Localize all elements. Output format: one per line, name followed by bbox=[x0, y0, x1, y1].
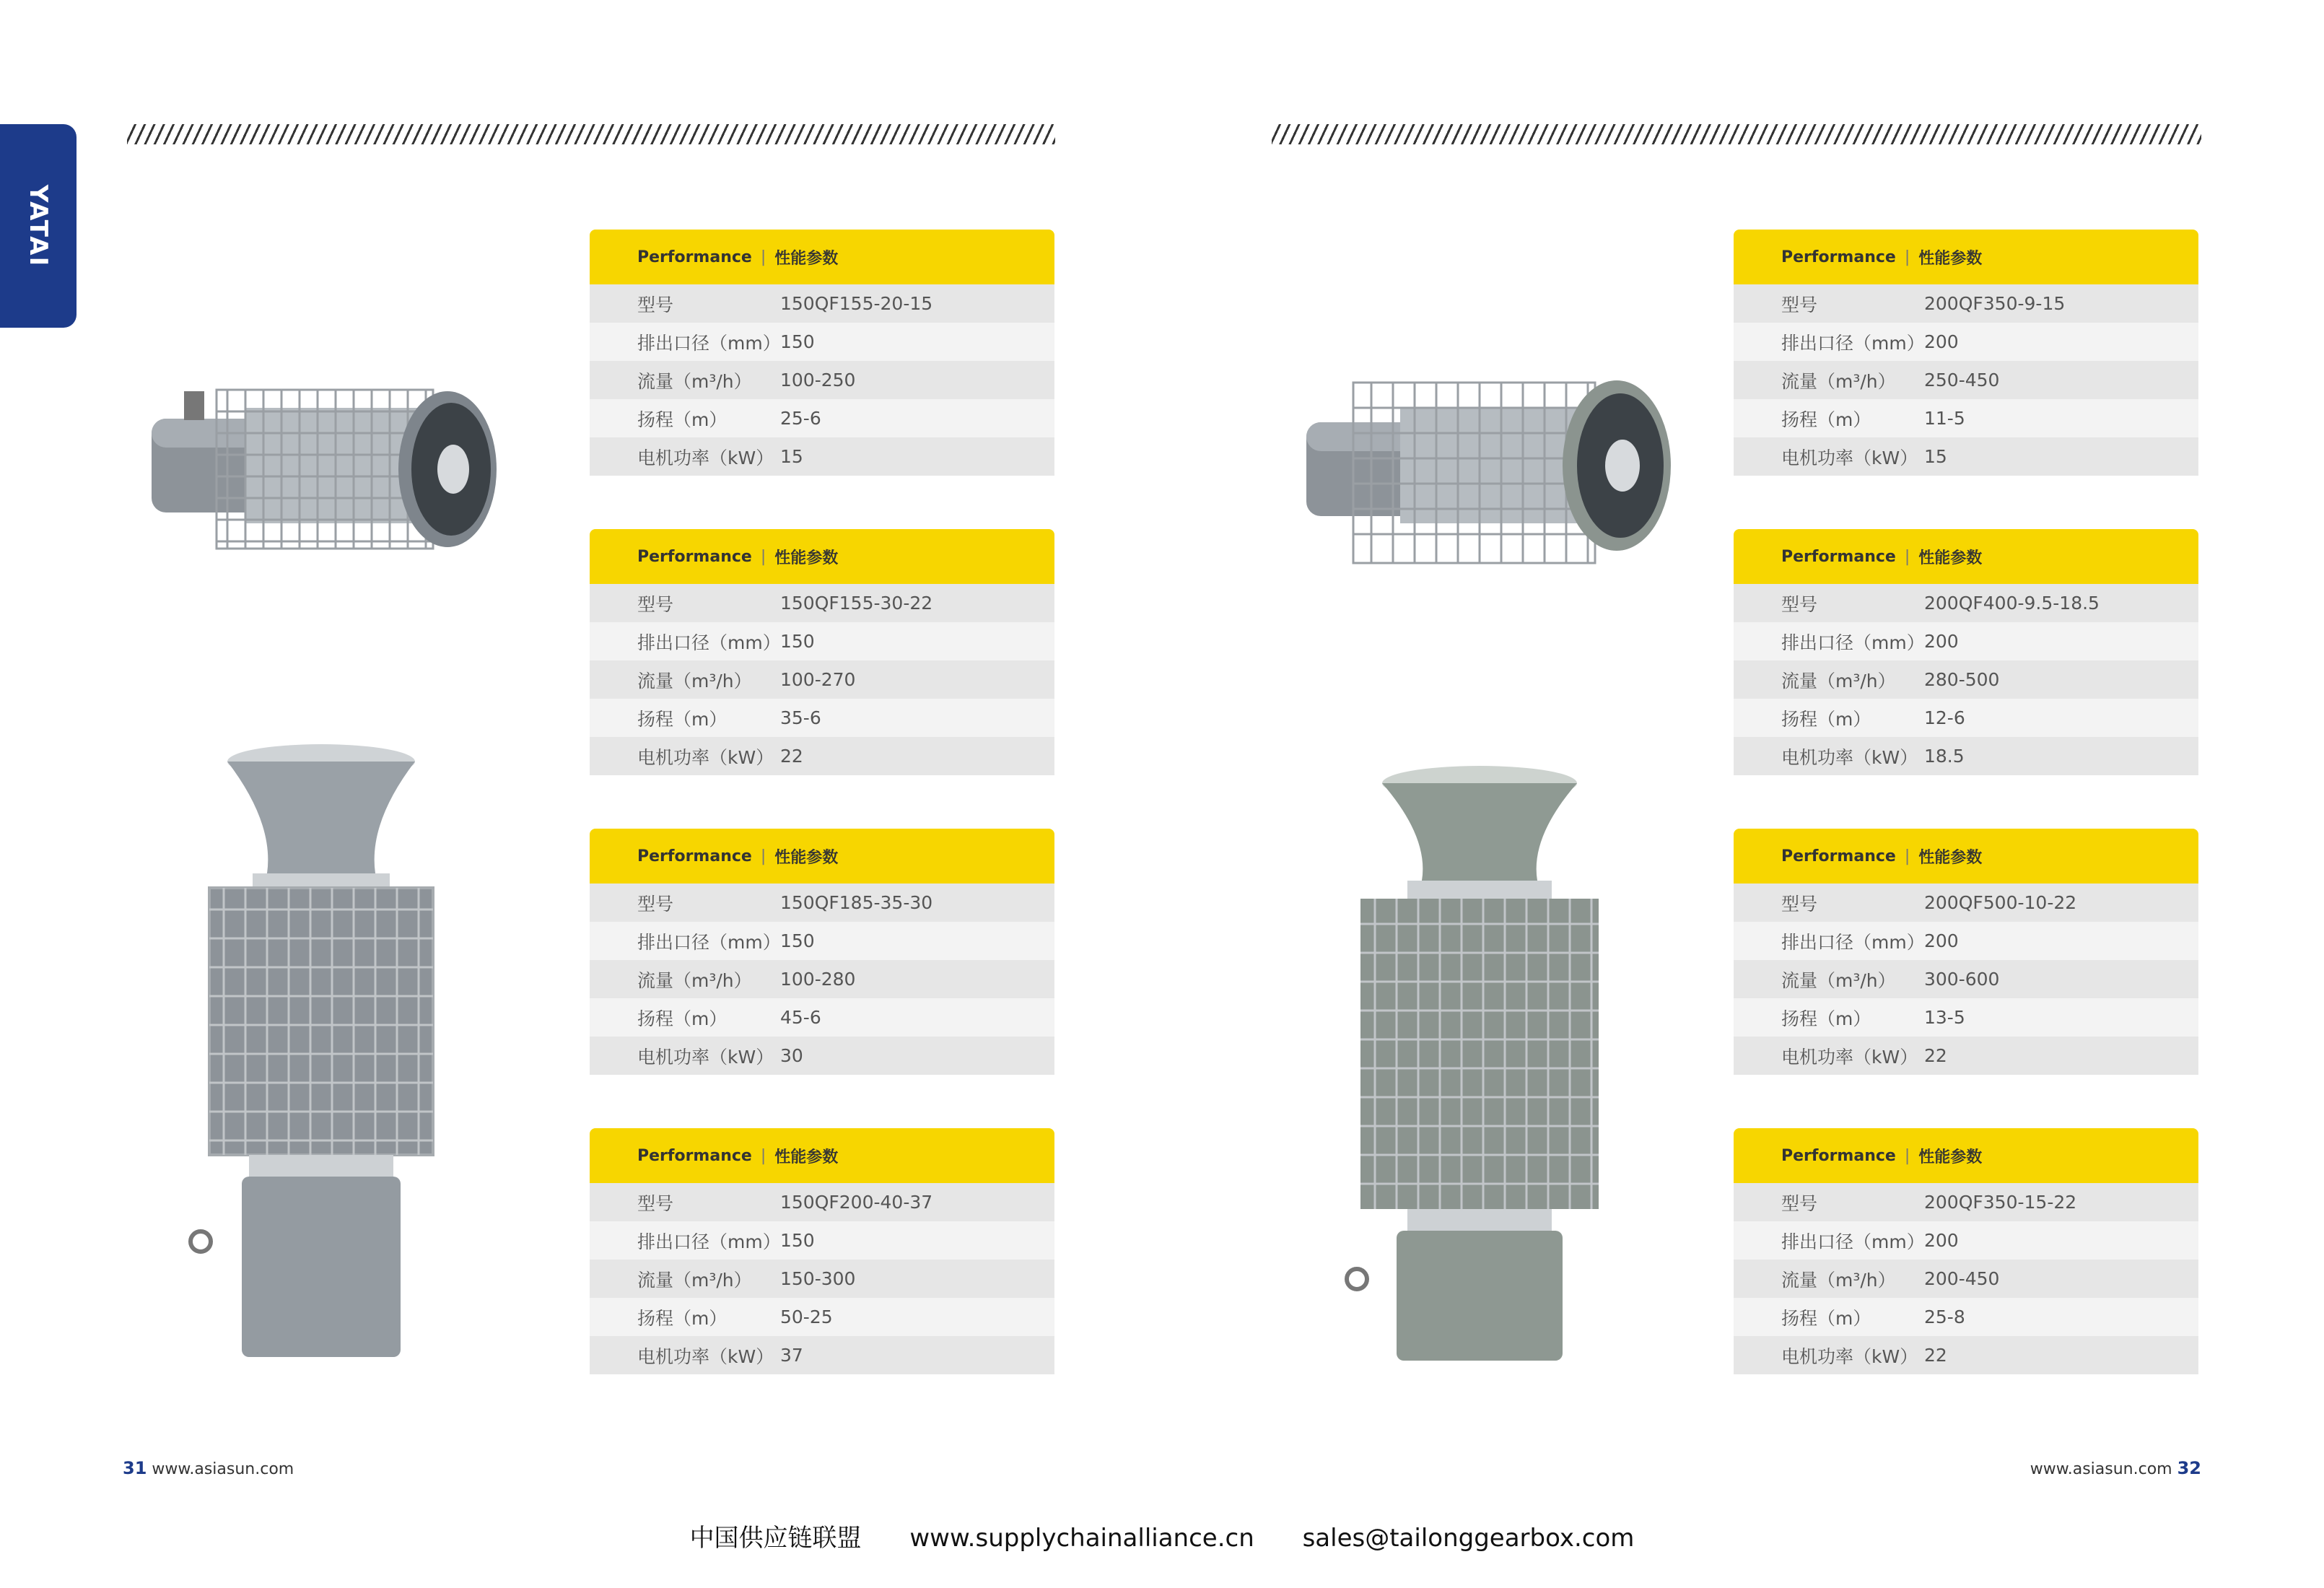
table-row bbox=[590, 699, 1054, 737]
performance-table-1 bbox=[590, 230, 1054, 476]
table-header bbox=[1734, 829, 2198, 884]
row-label: 排出口径（mm） bbox=[1781, 931, 1925, 953]
row-value: 150 bbox=[780, 331, 815, 352]
table-row bbox=[1734, 361, 2198, 399]
table-row bbox=[1734, 660, 2198, 699]
table-row bbox=[1734, 437, 2198, 476]
row-label: 流量（m³/h） bbox=[637, 670, 752, 692]
table-row bbox=[1734, 998, 2198, 1037]
header-en: Performance bbox=[1781, 1146, 1896, 1165]
table-row bbox=[590, 1183, 1054, 1221]
page-url[interactable]: www.asiasun.com bbox=[2030, 1460, 2172, 1478]
row-value: 150 bbox=[780, 631, 815, 652]
page-number: 32 bbox=[2177, 1458, 2201, 1478]
header-en: Performance bbox=[1781, 547, 1896, 566]
footer-org: 中国供应链联盟 bbox=[689, 1524, 862, 1553]
table-row bbox=[1734, 584, 2198, 622]
row-value: 50-25 bbox=[780, 1306, 833, 1327]
header-separator: | bbox=[1904, 547, 1910, 566]
table-header bbox=[1734, 230, 2198, 284]
row-label: 型号 bbox=[1781, 294, 1818, 315]
row-value: 200QF350-9-15 bbox=[1924, 293, 2066, 314]
row-value: 200 bbox=[1924, 631, 1959, 652]
page-number-right bbox=[2030, 1458, 2201, 1478]
row-label: 扬程（m） bbox=[637, 1307, 728, 1329]
row-value: 200-450 bbox=[1924, 1268, 2000, 1289]
header-en: Performance bbox=[637, 547, 752, 566]
row-value: 25-8 bbox=[1924, 1306, 1965, 1327]
header-zh: 性能参数 bbox=[1918, 848, 1983, 867]
table-row bbox=[1734, 1298, 2198, 1336]
row-value: 22 bbox=[1924, 1345, 1947, 1366]
header-zh: 性能参数 bbox=[1918, 1148, 1983, 1166]
footer-site-link[interactable]: www.supplychainalliance.cn bbox=[909, 1524, 1254, 1553]
row-label: 型号 bbox=[1781, 593, 1818, 615]
row-label: 电机功率（kW） bbox=[1781, 1345, 1918, 1367]
table-row bbox=[590, 437, 1054, 476]
performance-table-4 bbox=[590, 1128, 1054, 1374]
table-header bbox=[590, 1128, 1054, 1183]
row-label: 排出口径（mm） bbox=[637, 332, 781, 354]
table-row bbox=[590, 622, 1054, 660]
row-label: 流量（m³/h） bbox=[637, 969, 752, 991]
row-value: 200QF350-15-22 bbox=[1924, 1192, 2077, 1213]
row-label: 排出口径（mm） bbox=[1781, 632, 1925, 653]
header-en: Performance bbox=[1781, 847, 1896, 865]
header-en: Performance bbox=[637, 847, 752, 865]
page-url[interactable]: www.asiasun.com bbox=[152, 1460, 294, 1478]
row-value: 200QF500-10-22 bbox=[1924, 892, 2077, 913]
performance-table-5 bbox=[1734, 230, 2198, 476]
row-value: 150 bbox=[780, 930, 815, 951]
table-row bbox=[1734, 884, 2198, 922]
row-label: 扬程（m） bbox=[1781, 708, 1871, 730]
table-row bbox=[1734, 1336, 2198, 1374]
page-number-left bbox=[123, 1458, 294, 1478]
performance-table-3 bbox=[590, 829, 1054, 1075]
page-number: 31 bbox=[123, 1458, 147, 1478]
row-label: 流量（m³/h） bbox=[1781, 1269, 1896, 1291]
row-label: 型号 bbox=[637, 893, 674, 915]
row-value: 200QF400-9.5-18.5 bbox=[1924, 593, 2100, 614]
row-label: 排出口径（mm） bbox=[637, 931, 781, 953]
row-label: 电机功率（kW） bbox=[637, 447, 774, 468]
performance-table-6 bbox=[1734, 529, 2198, 775]
table-header bbox=[590, 529, 1054, 584]
table-row bbox=[590, 284, 1054, 323]
table-row bbox=[590, 922, 1054, 960]
row-label: 扬程（m） bbox=[1781, 409, 1871, 430]
row-value: 15 bbox=[1924, 446, 1947, 467]
row-label: 型号 bbox=[637, 593, 674, 615]
row-label: 型号 bbox=[637, 294, 674, 315]
header-separator: | bbox=[760, 1146, 766, 1165]
table-row bbox=[1734, 1260, 2198, 1298]
header-separator: | bbox=[760, 547, 766, 566]
table-row bbox=[590, 323, 1054, 361]
row-label: 流量（m³/h） bbox=[1781, 370, 1896, 392]
row-value: 18.5 bbox=[1924, 746, 1965, 767]
decorative-hatch-right bbox=[1272, 124, 2201, 144]
table-header bbox=[1734, 529, 2198, 584]
table-row bbox=[1734, 960, 2198, 998]
header-zh: 性能参数 bbox=[1918, 549, 1983, 567]
row-value: 150 bbox=[780, 1230, 815, 1251]
footer bbox=[0, 1518, 2324, 1553]
row-value: 150QF155-30-22 bbox=[780, 593, 933, 614]
row-value: 200 bbox=[1924, 331, 1959, 352]
row-label: 排出口径（mm） bbox=[637, 1231, 781, 1252]
table-row bbox=[1734, 622, 2198, 660]
row-value: 250-450 bbox=[1924, 370, 2000, 391]
row-value: 35-6 bbox=[780, 707, 821, 728]
row-value: 200 bbox=[1924, 930, 1959, 951]
row-label: 排出口径（mm） bbox=[1781, 332, 1925, 354]
row-value: 100-270 bbox=[780, 669, 856, 690]
row-label: 扬程（m） bbox=[637, 409, 728, 430]
row-label: 电机功率（kW） bbox=[637, 1345, 774, 1367]
table-row bbox=[590, 1336, 1054, 1374]
performance-table-7 bbox=[1734, 829, 2198, 1075]
table-row bbox=[1734, 699, 2198, 737]
row-value: 13-5 bbox=[1924, 1007, 1965, 1028]
row-value: 37 bbox=[780, 1345, 803, 1366]
row-label: 扬程（m） bbox=[637, 708, 728, 730]
row-label: 流量（m³/h） bbox=[637, 1269, 752, 1291]
row-value: 15 bbox=[780, 446, 803, 467]
table-row bbox=[1734, 323, 2198, 361]
brand-side-tab bbox=[0, 124, 77, 328]
table-row bbox=[1734, 1221, 2198, 1260]
row-value: 100-250 bbox=[780, 370, 856, 391]
row-label: 型号 bbox=[637, 1192, 674, 1214]
row-value: 22 bbox=[780, 746, 803, 767]
row-value: 22 bbox=[1924, 1045, 1947, 1066]
row-label: 扬程（m） bbox=[1781, 1307, 1871, 1329]
header-zh: 性能参数 bbox=[774, 848, 839, 867]
row-label: 排出口径（mm） bbox=[637, 632, 781, 653]
row-value: 45-6 bbox=[780, 1007, 821, 1028]
table-row bbox=[590, 361, 1054, 399]
row-label: 电机功率（kW） bbox=[1781, 1046, 1918, 1068]
row-value: 280-500 bbox=[1924, 669, 2000, 690]
table-row bbox=[590, 737, 1054, 775]
table-row bbox=[590, 660, 1054, 699]
row-label: 流量（m³/h） bbox=[637, 370, 752, 392]
header-en: Performance bbox=[637, 1146, 752, 1165]
row-label: 排出口径（mm） bbox=[1781, 1231, 1925, 1252]
table-row bbox=[1734, 922, 2198, 960]
horizontal-pump-image-left bbox=[144, 368, 505, 577]
header-en: Performance bbox=[637, 248, 752, 266]
table-header bbox=[1734, 1128, 2198, 1183]
row-value: 200 bbox=[1924, 1230, 1959, 1251]
row-value: 150-300 bbox=[780, 1268, 856, 1289]
performance-table-2 bbox=[590, 529, 1054, 775]
row-label: 扬程（m） bbox=[1781, 1008, 1871, 1029]
table-row bbox=[590, 1298, 1054, 1336]
table-row bbox=[1734, 737, 2198, 775]
row-value: 30 bbox=[780, 1045, 803, 1066]
horizontal-pump-image-right bbox=[1299, 365, 1674, 574]
table-row bbox=[590, 399, 1054, 437]
row-label: 电机功率（kW） bbox=[637, 746, 774, 768]
vertical-pump-image-right bbox=[1335, 765, 1624, 1364]
footer-email-link[interactable]: sales@tailonggearbox.com bbox=[1302, 1524, 1635, 1553]
decorative-hatch-left bbox=[127, 124, 1055, 144]
header-en: Performance bbox=[1781, 248, 1896, 266]
table-row bbox=[1734, 1183, 2198, 1221]
table-row bbox=[590, 998, 1054, 1037]
row-value: 150QF185-35-30 bbox=[780, 892, 933, 913]
row-label: 电机功率（kW） bbox=[1781, 447, 1918, 468]
header-zh: 性能参数 bbox=[774, 1148, 839, 1166]
row-label: 型号 bbox=[1781, 893, 1818, 915]
header-separator: | bbox=[1904, 847, 1910, 865]
row-value: 150QF200-40-37 bbox=[780, 1192, 933, 1213]
table-row bbox=[1734, 284, 2198, 323]
row-label: 流量（m³/h） bbox=[1781, 670, 1896, 692]
table-row bbox=[590, 884, 1054, 922]
table-row bbox=[1734, 1037, 2198, 1075]
row-label: 型号 bbox=[1781, 1192, 1818, 1214]
header-separator: | bbox=[760, 248, 766, 266]
row-value: 100-280 bbox=[780, 969, 856, 990]
row-value: 300-600 bbox=[1924, 969, 2000, 990]
table-row bbox=[590, 1260, 1054, 1298]
table-row bbox=[590, 960, 1054, 998]
header-zh: 性能参数 bbox=[1918, 249, 1983, 268]
row-label: 流量（m³/h） bbox=[1781, 969, 1896, 991]
header-zh: 性能参数 bbox=[774, 549, 839, 567]
table-row bbox=[590, 1037, 1054, 1075]
table-row bbox=[1734, 399, 2198, 437]
vertical-pump-image-left bbox=[180, 743, 462, 1364]
performance-table-8 bbox=[1734, 1128, 2198, 1374]
row-label: 扬程（m） bbox=[637, 1008, 728, 1029]
table-row bbox=[590, 584, 1054, 622]
header-zh: 性能参数 bbox=[774, 249, 839, 268]
header-separator: | bbox=[1904, 1146, 1910, 1165]
brand-label: YATAI bbox=[24, 184, 53, 268]
header-separator: | bbox=[760, 847, 766, 865]
row-value: 12-6 bbox=[1924, 707, 1965, 728]
table-header bbox=[590, 230, 1054, 284]
row-value: 150QF155-20-15 bbox=[780, 293, 933, 314]
table-row bbox=[590, 1221, 1054, 1260]
row-value: 11-5 bbox=[1924, 408, 1965, 429]
table-header bbox=[590, 829, 1054, 884]
row-label: 电机功率（kW） bbox=[1781, 746, 1918, 768]
row-value: 25-6 bbox=[780, 408, 821, 429]
header-separator: | bbox=[1904, 248, 1910, 266]
row-label: 电机功率（kW） bbox=[637, 1046, 774, 1068]
